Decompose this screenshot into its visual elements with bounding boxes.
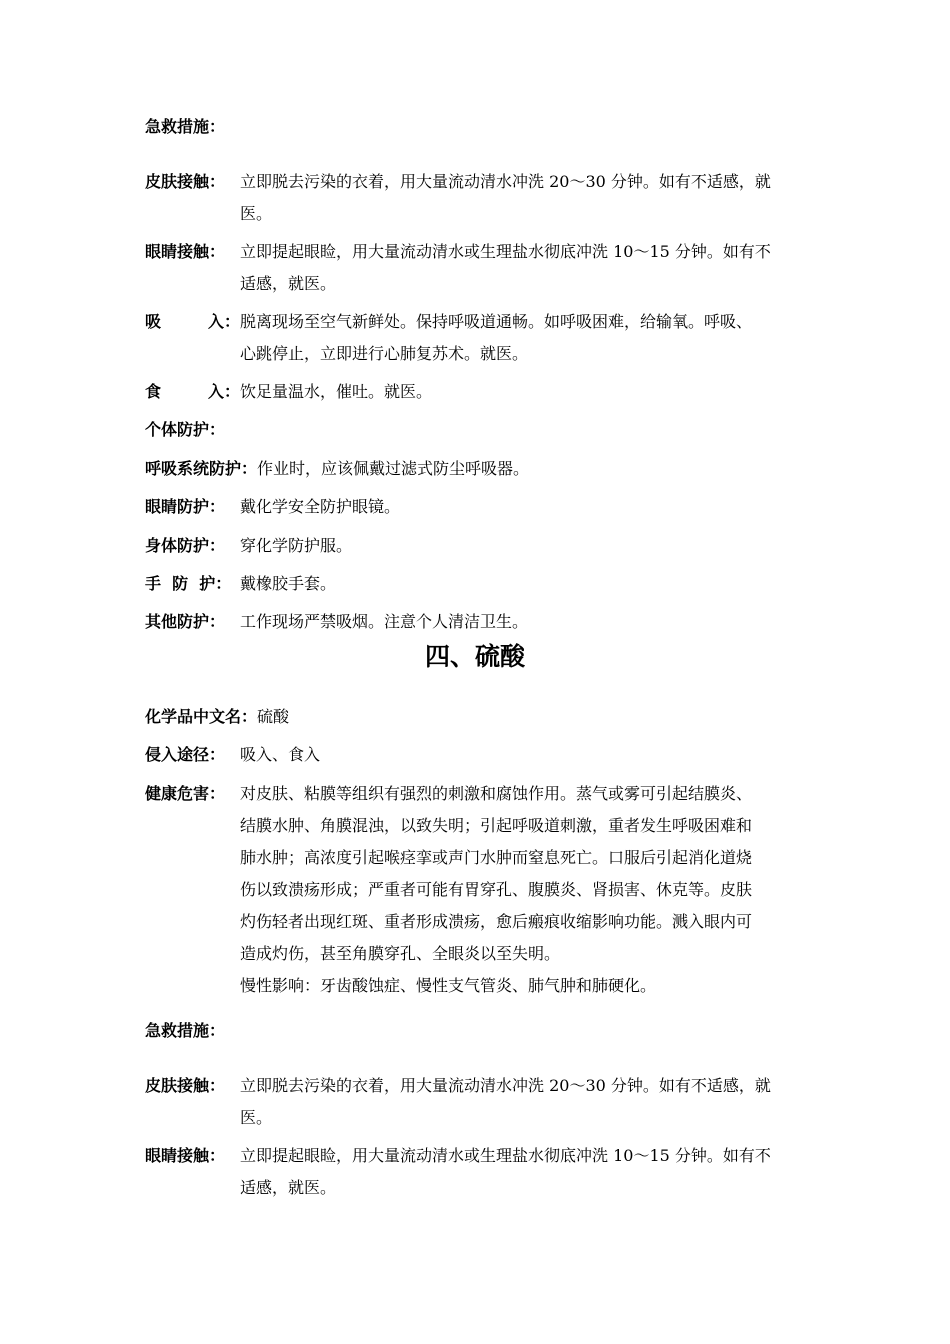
eye-contact-entry [145, 236, 815, 300]
body-protection-entry [145, 530, 815, 562]
section-title: 四、硫酸 [424, 642, 525, 671]
eye-contact-line-2: 适感，就医。 [240, 274, 337, 293]
eye-protection-label: 眼睛防护： [145, 497, 226, 516]
ppe-heading: 个体防护： [145, 420, 226, 439]
health-hazard-line-3: 肺水肿；高浓度引起喉痉挛或声门水肿而窒息死亡。口服后引起消化道烧 [240, 848, 753, 867]
inhalation-label-char: 吸 [145, 312, 162, 331]
eye-protection-text: 戴化学安全防护眼镜。 [240, 497, 401, 516]
eye-protection-entry [145, 491, 815, 523]
skin-contact-line-2: 医。 [240, 204, 273, 223]
eye-contact-label: 眼睛接触： [145, 242, 226, 261]
eye-contact-2-line-2: 适感，就医。 [240, 1178, 337, 1197]
skin-contact-text [240, 166, 815, 230]
hand-protection-text: 戴橡胶手套。 [240, 574, 337, 593]
skin-contact-label-2: 皮肤接触： [145, 1076, 226, 1095]
eye-contact-text [240, 236, 815, 300]
health-hazard-line-4: 伤以致溃疡形成；严重者可能有胃穿孔、腹膜炎、肾损害、休克等。皮肤 [240, 880, 753, 899]
ingestion-label-suffix: 入： [207, 382, 240, 401]
health-hazard-text [240, 778, 815, 1002]
skin-contact-2-line-1: 立即脱去污染的衣着，用大量流动清水冲洗 20～30 分钟。如有不适感，就 [240, 1076, 771, 1095]
eye-contact-text-2 [240, 1140, 815, 1204]
inhalation-label [145, 306, 240, 338]
health-hazard-line-5: 灼伤轻者出现红斑、重者形成溃疡，愈后瘢痕收缩影响功能。溅入眼内可 [240, 912, 753, 931]
hand-protection-entry [145, 568, 815, 600]
body-protection-label: 身体防护： [145, 536, 226, 555]
chronic-effects-line: 慢性影响：牙齿酸蚀症、慢性支气管炎、肺气肿和肺硬化。 [240, 976, 657, 995]
eye-contact-2-line-1: 立即提起眼睑，用大量流动清水或生理盐水彻底冲洗 10～15 分钟。如有不 [240, 1146, 771, 1165]
body-protection-text: 穿化学防护服。 [240, 536, 353, 555]
skin-contact-entry [145, 166, 815, 230]
health-hazard-line-1: 对皮肤、粘膜等组织有强烈的刺激和腐蚀作用。蒸气或雾可引起结膜炎、 [240, 784, 753, 803]
exposure-route-text: 吸入、食入 [240, 745, 321, 764]
eye-contact-line-1: 立即提起眼睑，用大量流动清水或生理盐水彻底冲洗 10～15 分钟。如有不 [240, 242, 771, 261]
ingestion-label-char: 食 [145, 382, 162, 401]
inhalation-line-1: 脱离现场至空气新鲜处。保持呼吸道通畅。如呼吸困难，给输氧。呼吸、 [240, 312, 753, 331]
eye-contact-label-2: 眼睛接触： [145, 1146, 226, 1165]
hand-protection-label: 手 防 护： [145, 574, 232, 593]
exposure-route-label: 侵入途径： [145, 745, 226, 764]
skin-contact-entry-2 [145, 1070, 815, 1134]
respiratory-protection-text: 作业时，应该佩戴过滤式防尘呼吸器。 [257, 459, 530, 478]
skin-contact-line-1: 立即脱去污染的衣着，用大量流动清水冲洗 20～30 分钟。如有不适感，就 [240, 172, 771, 191]
inhalation-text [240, 306, 815, 370]
skin-contact-label: 皮肤接触： [145, 172, 226, 191]
exposure-route-entry [145, 739, 815, 771]
inhalation-line-2: 心跳停止，立即进行心肺复苏术。就医。 [240, 344, 529, 363]
other-protection-text: 工作现场严禁吸烟。注意个人清洁卫生。 [240, 612, 529, 631]
inhalation-entry [145, 306, 815, 370]
first-aid-heading-2: 急救措施： [145, 1021, 226, 1040]
other-protection-entry [145, 606, 815, 638]
chinese-name-text: 硫酸 [257, 707, 290, 726]
inhalation-label-suffix: 入： [207, 312, 240, 331]
ingestion-label [145, 376, 240, 408]
ingestion-text: 饮足量温水，催吐。就医。 [240, 382, 433, 401]
skin-contact-2-line-2: 医。 [240, 1108, 273, 1127]
respiratory-protection-label: 呼吸系统防护： [145, 459, 258, 478]
chinese-name-label: 化学品中文名： [145, 707, 258, 726]
health-hazard-line-6: 造成灼伤，甚至角膜穿孔、全眼炎以至失明。 [240, 944, 561, 963]
other-protection-label: 其他防护： [145, 612, 226, 631]
chinese-name-entry [145, 701, 815, 733]
skin-contact-text-2 [240, 1070, 815, 1134]
ingestion-entry [145, 376, 815, 408]
respiratory-protection-entry [145, 453, 815, 485]
health-hazard-label: 健康危害： [145, 784, 226, 803]
health-hazard-line-2: 结膜水肿、角膜混浊，以致失明；引起呼吸道刺激，重者发生呼吸困难和 [240, 816, 753, 835]
eye-contact-entry-2 [145, 1140, 815, 1204]
health-hazard-entry [145, 778, 815, 1002]
first-aid-heading: 急救措施： [145, 117, 226, 136]
